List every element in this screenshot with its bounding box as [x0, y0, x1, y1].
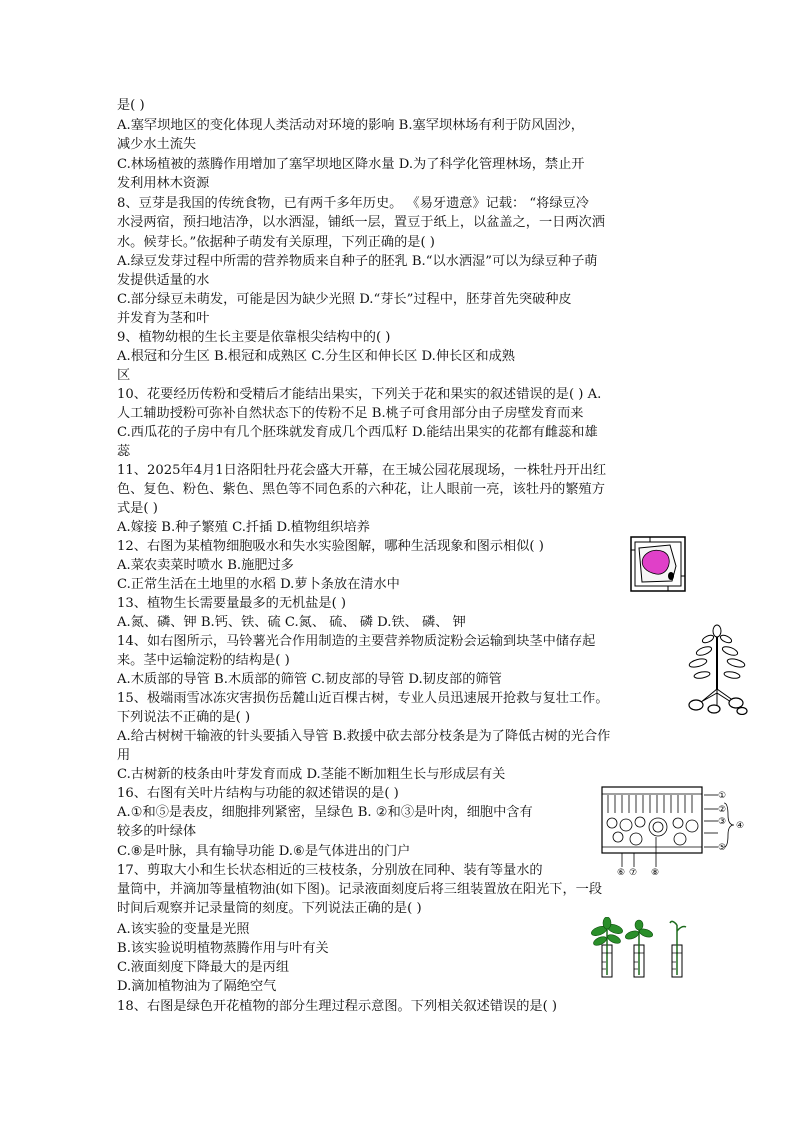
text-line: A.①和⑤是表皮，细胞排列紧密，呈绿色 B. ②和③是叶肉，细胞中含有 [117, 805, 533, 820]
text-line: A.木质部的导管 B.木质部的筛管 C.韧皮部的导管 D.韧皮部的筛管 [117, 672, 502, 687]
text-line: A.给古树树干输液的针头要插入导管 B.救援中砍去部分枝条是为了降低古树的光合作 [117, 729, 611, 744]
text-line: A.氮、磷、钾 B.钙、铁、硫 C.氮、 硫、 磷 D.铁、 磷、 钾 [117, 615, 466, 630]
text-line: A.菜农卖菜时喷水 B.施肥过多 [117, 558, 294, 573]
text-line: 12、右图为某植物细胞吸水和失水实验图解，哪种生活现象和图示相似( ) [117, 539, 544, 554]
leaf-label: ③ [718, 817, 727, 827]
leaf-label: ⑤ [718, 843, 727, 853]
text-line: 水。候芽长。”依据种子萌发有关原理，下列正确的是( ) [117, 235, 435, 250]
text-line: 发提供适量的水 [117, 273, 210, 288]
text-line: 下列说法不正确的是( ) [117, 710, 251, 725]
text-line: A.根冠和分生区 B.根冠和成熟区 C.分生区和伸长区 D.伸长区和成熟 [117, 349, 515, 364]
text-line: 用 [117, 748, 131, 763]
text-line: 并发育为茎和叶 [117, 311, 210, 326]
text-line: D.滴加植物油为了隔绝空气 [117, 979, 277, 994]
text-line: 16、右图有关叶片结构与功能的叙述错误的是( ) [117, 786, 399, 801]
text-line: A.嫁接 B.种子繁殖 C.扦插 D.植物组织培养 [117, 520, 370, 535]
text-line: 水浸两宿，预扫地洁净，以水洒湿，铺纸一层，置豆于纸上，以盆盖之，一日两次洒 [117, 215, 605, 230]
text-line: C.西瓜花的子房中有几个胚珠就发育成几个西瓜籽 D.能结出果实的花都有雌蕊和雄 [117, 425, 598, 440]
text-line: 17、剪取大小和生长状态相近的三枝枝条，分别放在同种、装有等量水的 [117, 863, 543, 878]
potato-plant-figure [684, 623, 750, 715]
text-line: C.林场植被的蒸腾作用增加了塞罕坝地区降水量 D.为了科学化管理林场，禁止开 [117, 157, 585, 172]
text-line: 减少水土流失 [117, 137, 197, 152]
text-line: 区 [117, 368, 131, 383]
text-line: C.正常生活在土地里的水稻 D.萝卜条放在清水中 [117, 577, 400, 592]
text-line: C.⑧是叶脉，具有输导功能 D.⑥是气体进出的门户 [117, 844, 411, 859]
text-line: A.塞罕坝地区的变化体现人类活动对环境的影响 B.塞罕坝林场有利于防风固沙， [117, 118, 584, 133]
text-line: C.部分绿豆未萌发，可能是因为缺少光照 D.“芽长”过程中，胚芽首先突破种皮 [117, 292, 572, 307]
text-line: 是( ) [117, 98, 145, 113]
plant-cell-figure [630, 536, 686, 592]
text-line: 较多的叶绿体 [117, 824, 197, 839]
text-line: C.液面刻度下降最大的是丙组 [117, 960, 290, 975]
text-line: 量筒中，并滴加等量植物油(如下图)。记录液面刻度后将三组装置放在阳光下，一段 [117, 882, 603, 897]
text-line: 9、植物幼根的生长主要是依靠根尖结构中的( ) [117, 330, 391, 345]
leaf-label: ② [718, 805, 727, 815]
text-line: 来。茎中运输淀粉的结构是( ) [117, 653, 290, 668]
text-line: B.该实验说明植物蒸腾作用与叶有关 [117, 941, 329, 956]
text-line: 15、极端雨雪冰冻灾害损伤岳麓山近百棵古树，专业人员迅速展开抢救与复壮工作。 [117, 691, 609, 706]
text-line: C.古树新的枝条由叶芽发育而成 D.茎能不断加粗生长与形成层有关 [117, 767, 506, 782]
text-line: A.绿豆发芽过程中所需的营养物质来自种子的胚乳 B.“以水洒湿”可以为绿豆种子萌 [117, 254, 598, 269]
text-line: 14、如右图所示，马铃薯光合作用制造的主要营养物质淀粉会运输到块茎中储存起 [117, 634, 596, 649]
text-line: 发利用林木资源 [117, 176, 210, 191]
text-line: 色、复色、粉色、紫色、黑色等不同色系的六种花，让人眼前一亮，该牡丹的繁殖方 [117, 482, 605, 497]
leaf-label: ⑥ [617, 868, 626, 878]
text-line: 13、植物生长需要量最多的无机盐是( ) [117, 596, 347, 611]
text-line: A.该实验的变量是光照 [117, 922, 250, 937]
leaf-label: ① [718, 791, 727, 801]
text-line: 10、花要经历传粉和受精后才能结出果实，下列关于花和果实的叙述错误的是( ) A. [117, 387, 602, 402]
text-line: 时间后观察并记录量筒的刻度。下列说法正确的是( ) [117, 901, 422, 916]
text-line: 8、豆芽是我国的传统食物，已有两千多年历史。 《易牙遗意》记载： “将绿豆冷 [117, 196, 589, 211]
leaf-label: ⑧ [651, 868, 660, 878]
leaf-structure-figure [600, 785, 750, 880]
transpiration-experiment-figure [590, 917, 700, 979]
leaf-label: ⑦ [629, 868, 638, 878]
text-line: 11、2025年4月1日洛阳牡丹花会盛大开幕，在王城公园花展现场，一株牡丹开出红 [117, 463, 607, 478]
text-line: 蕊 [117, 444, 131, 459]
text-line: 式是( ) [117, 501, 158, 516]
leaf-label: ④ [736, 821, 745, 831]
text-line: 人工辅助授粉可弥补自然状态下的传粉不足 B.桃子可食用部分由子房壁发育而来 [117, 406, 584, 421]
text-line: 18、右图是绿色开花植物的部分生理过程示意图。下列相关叙述错误的是( ) [117, 999, 558, 1014]
